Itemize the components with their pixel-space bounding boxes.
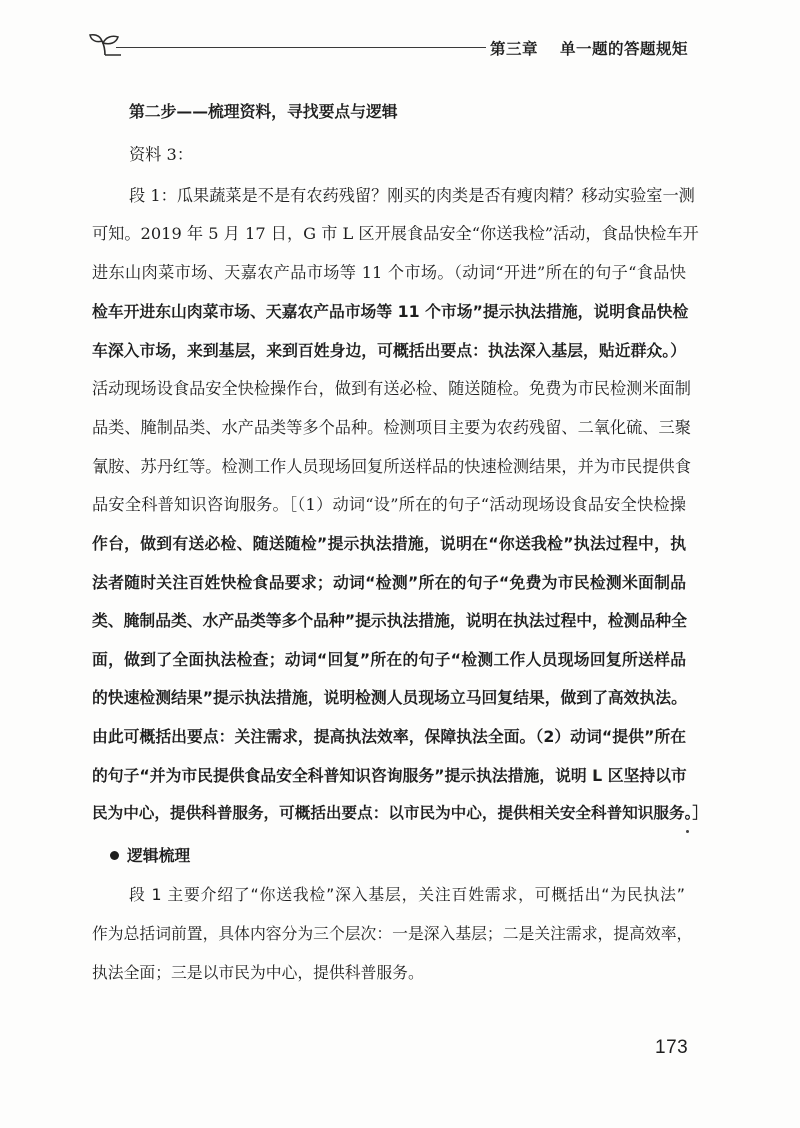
paragraph-line: 活动现场设食品安全快检操作台，做到有送必检、随送随检。免费为市民检测米面制 [92,379,691,398]
paragraph-line: 可知。2019 年 5 月 17 日，G 市 L 区开展食品安全“你送我检”活动，食品快检车开 [92,224,699,243]
scan-speck [686,830,689,833]
running-header [490,37,688,59]
section-heading: 第二步——梳理资料，寻找要点与逻辑 [129,102,398,121]
page-number: 173 [655,1037,689,1058]
logic-line: 段 1 主要介绍了“你送我检”深入基层，关注百姓需求，可概括出“为民执法” [129,885,685,904]
chapter-title: 单一题的答题规矩 [560,40,689,58]
paragraph-line: 法者随时关注百姓快检食品要求；动词“检测”所在的句子“免费为市民检测米面制品 [92,573,686,592]
paragraph-line: 面，做到了全面执法检查；动词“回复”所在的句子“检测工作人员现场回复所送样品 [92,650,686,669]
logic-heading-label: 逻辑梳理 [127,846,191,865]
logic-line: 作为总括词前置，具体内容分为三个层次：一是深入基层；二是关注需求，提高效率， [92,924,693,943]
logic-line: 执法全面；三是以市民为中心，提供科普服务。 [92,963,424,982]
paragraph-line: 的句子“并为市民提供食品安全科普知识咨询服务”提示执法措施，说明 L 区坚持以市 [92,766,687,785]
bullet-icon [110,851,119,860]
paragraph-line: 作台，做到有送必检、随送随检”提示执法措施，说明在“你送我检”执法过程中，执 [92,534,686,553]
paragraph-line: 进东山肉菜市场、天嘉农产品市场等 11 个市场。（动词“开进”所在的句子“食品快 [92,263,686,282]
paragraph-line: 由此可概括出要点：关注需求，提高执法效率，保障执法全面。（2）动词“提供”所在 [92,727,686,746]
logic-heading [110,848,190,864]
paragraph-line: 的快速检测结果”提示执法措施，说明检测人员现场立马回复结果，做到了高效执法。 [92,688,687,707]
paragraph-line: 车深入市场，来到基层，来到百姓身边，可概括出要点：执法深入基层，贴近群众。） [92,341,686,360]
paragraph-line: 类、腌制品类、水产品类等多个品种”提示执法措施，说明在执法过程中，检测品种全 [92,611,687,630]
paragraph-line: 段 1：瓜果蔬菜是不是有农药残留？刚买的肉类是否有瘦肉精？移动实验室一测 [129,186,695,205]
material-label: 资料 3： [129,145,194,164]
sprout-icon [88,31,122,57]
paragraph-line: 检车开进东山肉菜市场、天嘉农产品市场等 11 个市场”提示执法措施，说明食品快检 [92,302,689,321]
chapter-label: 第三章 [490,40,539,58]
header-rule [116,47,486,48]
paragraph-line: 品安全科普知识咨询服务。［（1）动词“设”所在的句子“活动现场设食品安全快检操 [92,495,686,514]
paragraph-line: 民为中心，提供科普服务，可概括出要点：以市民为中心，提供相关安全科普知识服务。］ [92,804,708,822]
paragraph-line: 氰胺、苏丹红等。检测工作人员现场回复所送样品的快速检测结果，并为市民提供食 [92,457,691,476]
paragraph-line: 品类、腌制品类、水产品类等多个品种。检测项目主要为农药残留、二氧化硫、三聚 [92,418,691,437]
